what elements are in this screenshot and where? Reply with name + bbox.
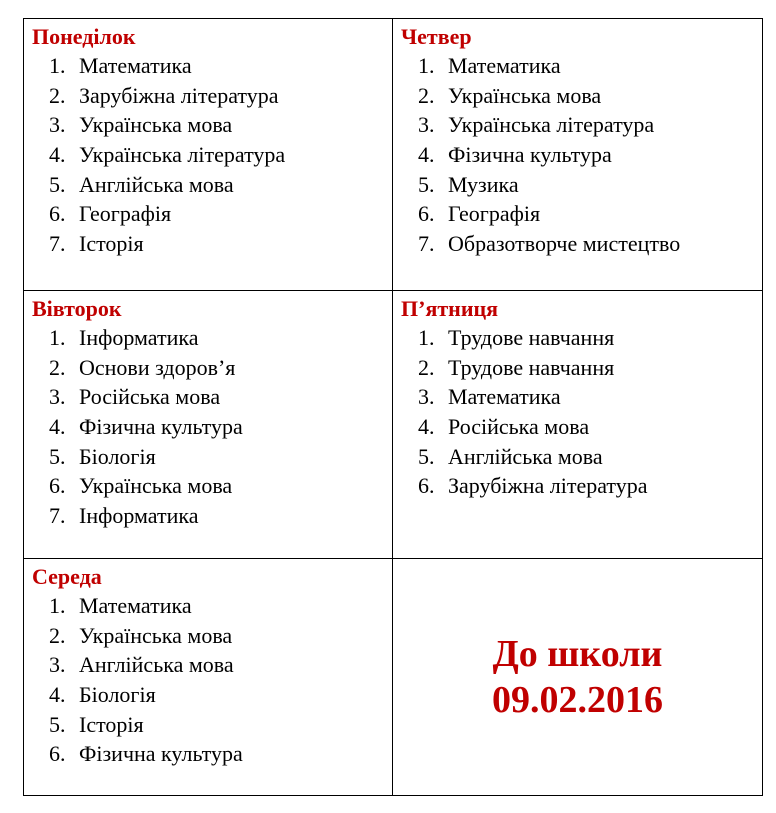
lesson-name: Українська література — [79, 142, 286, 168]
lesson-number: 6. — [418, 473, 435, 499]
lesson-number: 7. — [49, 231, 66, 257]
lesson-name: Інформатика — [79, 325, 199, 350]
lesson-number: 7. — [49, 503, 66, 529]
lesson-list-tuesday — [32, 323, 392, 531]
day-title-friday: П’ятниця — [401, 296, 499, 321]
list-item — [32, 140, 392, 170]
list-item — [32, 229, 392, 259]
lesson-number: 6. — [49, 473, 66, 499]
lesson-number: 5. — [49, 443, 66, 469]
schedule-table — [23, 18, 763, 796]
lesson-name: Англійська мова — [79, 171, 234, 197]
list-item — [32, 81, 392, 111]
list-item — [401, 382, 762, 412]
lesson-number: 1. — [49, 53, 66, 78]
lesson-number: 5. — [418, 443, 435, 469]
lesson-name: Основи здоров’я — [79, 354, 236, 380]
lesson-number: 3. — [49, 652, 66, 678]
lesson-number: 6. — [49, 201, 66, 227]
lesson-number: 3. — [49, 384, 66, 410]
list-item — [401, 323, 762, 353]
list-item — [32, 353, 392, 383]
list-item — [32, 591, 392, 621]
lesson-number: 1. — [418, 325, 435, 350]
day-title-wednesday: Середа — [32, 564, 102, 589]
lesson-name: Зарубіжна література — [448, 473, 648, 499]
list-item — [401, 442, 762, 472]
list-item — [32, 501, 392, 531]
lesson-name: Українська література — [448, 112, 655, 138]
lesson-name: Трудове навчання — [448, 325, 615, 350]
list-item — [32, 710, 392, 740]
lesson-number: 3. — [418, 384, 435, 410]
list-item — [401, 229, 762, 259]
list-item — [401, 81, 762, 111]
lesson-name: Математика — [448, 384, 561, 410]
lesson-name: Трудове навчання — [448, 354, 615, 380]
list-item — [32, 382, 392, 412]
lesson-number: 4. — [418, 142, 435, 168]
lesson-name: Зарубіжна література — [79, 82, 279, 108]
lesson-number: 7. — [418, 231, 435, 257]
lesson-name: Музика — [448, 171, 519, 197]
list-item — [401, 140, 762, 170]
lesson-name: Українська мова — [79, 622, 233, 648]
list-item — [32, 51, 392, 81]
lesson-number: 3. — [418, 112, 435, 138]
lesson-name: Українська мова — [448, 82, 602, 108]
list-item — [401, 353, 762, 383]
list-item — [401, 170, 762, 200]
lesson-number: 6. — [49, 741, 66, 767]
list-item — [32, 323, 392, 353]
list-item — [401, 471, 762, 501]
list-item — [32, 199, 392, 229]
note-line-1: До школи — [492, 633, 663, 675]
list-item — [401, 412, 762, 442]
lesson-name: Математика — [448, 53, 561, 78]
lesson-number: 1. — [49, 593, 66, 618]
lesson-list-monday — [32, 51, 392, 259]
lesson-name: Математика — [79, 53, 192, 78]
lesson-name: Біологія — [79, 682, 156, 708]
lesson-number: 4. — [418, 414, 435, 440]
day-title-thursday: Четвер — [401, 24, 472, 49]
note-line-2: 09.02.2016 — [492, 679, 663, 721]
list-item — [32, 739, 392, 769]
lesson-name: Образотворче мистецтво — [448, 231, 681, 257]
lesson-number: 3. — [49, 112, 66, 138]
lesson-number: 2. — [49, 354, 66, 380]
list-item — [32, 650, 392, 680]
list-item — [401, 110, 762, 140]
lesson-number: 1. — [418, 53, 435, 78]
lesson-number: 2. — [49, 82, 66, 108]
lesson-number: 6. — [418, 201, 435, 227]
lesson-name: Історія — [79, 231, 144, 257]
lesson-name: Фізична культура — [79, 741, 243, 767]
note-cell — [393, 559, 763, 796]
lesson-name: Математика — [79, 593, 192, 618]
lesson-number: 2. — [49, 622, 66, 648]
lesson-number: 2. — [418, 82, 435, 108]
lesson-name: Англійська мова — [448, 443, 603, 469]
lesson-name: Географія — [448, 201, 541, 227]
list-item — [32, 471, 392, 501]
lesson-number: 5. — [418, 171, 435, 197]
lesson-number: 1. — [49, 325, 66, 350]
lesson-name: Історія — [79, 711, 144, 737]
lesson-number: 4. — [49, 682, 66, 708]
lesson-name: Українська мова — [79, 473, 233, 499]
lesson-number: 2. — [418, 354, 435, 380]
list-item — [32, 442, 392, 472]
list-item — [32, 170, 392, 200]
day-cell-monday — [24, 19, 393, 291]
list-item — [32, 110, 392, 140]
day-title-tuesday: Вівторок — [32, 296, 122, 321]
lesson-name: Фізична культура — [79, 414, 243, 440]
lesson-list-friday — [401, 323, 762, 501]
day-cell-friday — [393, 291, 763, 559]
day-cell-tuesday — [24, 291, 393, 559]
lesson-number: 5. — [49, 711, 66, 737]
lesson-name: Російська мова — [79, 384, 221, 410]
lesson-name: Інформатика — [79, 503, 199, 529]
lesson-number: 4. — [49, 142, 66, 168]
lesson-name: Українська мова — [79, 112, 233, 138]
day-title-monday: Понеділок — [32, 24, 136, 49]
lesson-number: 5. — [49, 171, 66, 197]
day-cell-thursday — [393, 19, 763, 291]
note-text — [393, 631, 762, 723]
list-item — [32, 680, 392, 710]
lesson-name: Англійська мова — [79, 652, 234, 678]
lesson-name: Фізична культура — [448, 142, 612, 168]
lesson-name: Російська мова — [448, 414, 590, 440]
lesson-name: Географія — [79, 201, 172, 227]
lesson-list-thursday — [401, 51, 762, 259]
list-item — [401, 51, 762, 81]
lesson-list-wednesday — [32, 591, 392, 769]
day-cell-wednesday — [24, 559, 393, 796]
lesson-number: 4. — [49, 414, 66, 440]
lesson-name: Біологія — [79, 443, 156, 469]
list-item — [32, 412, 392, 442]
list-item — [32, 621, 392, 651]
list-item — [401, 199, 762, 229]
